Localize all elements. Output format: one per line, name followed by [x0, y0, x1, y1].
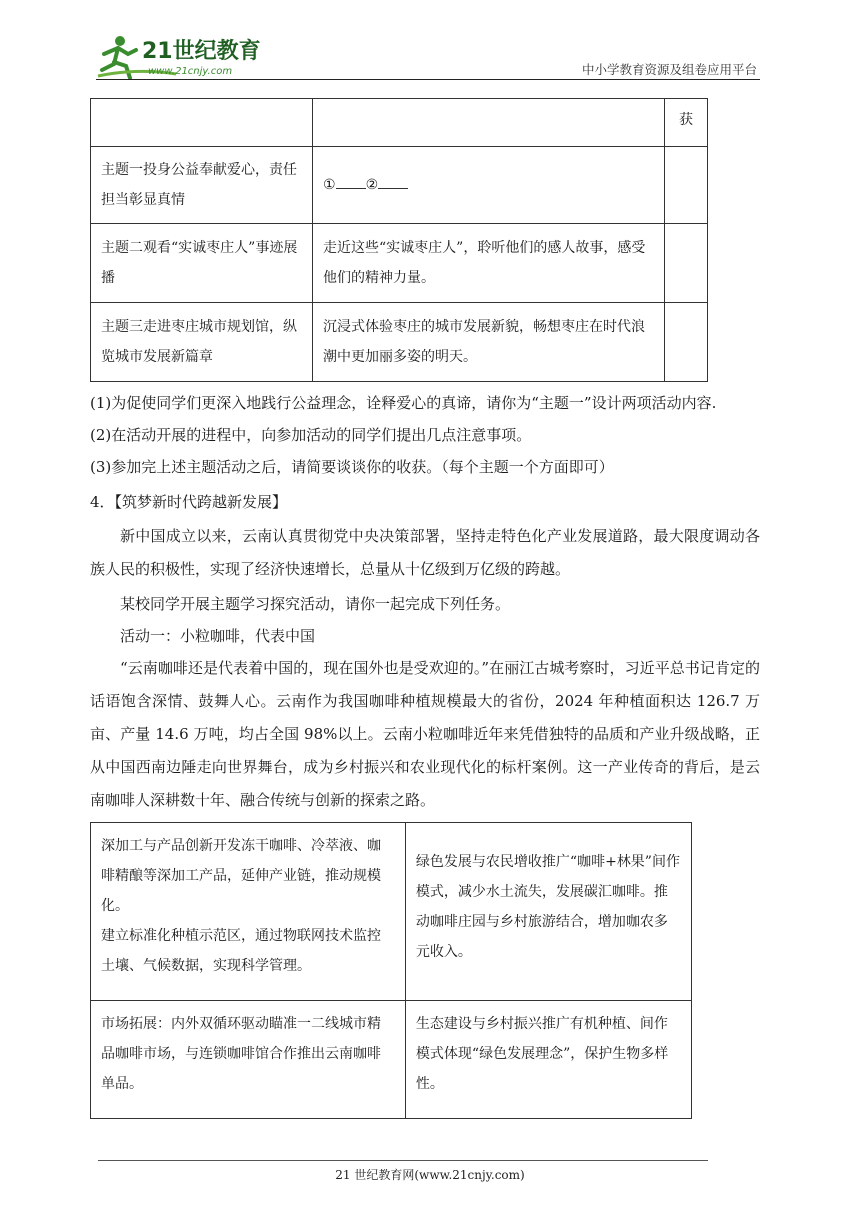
coffee-paragraph: “云南咖啡还是代表着中国的，现在国外也是受欢迎的。”在丽江古城考察时，习近平总书记肯定的话语饱含深情、鼓舞人心。云南作为我国咖啡种植规模最大的省份，2024 年种植面积达 126.7 万亩、产量 14.6 万吨，均占全国 98%以上。云南小粒咖啡近年来凭借独特的品质和产业升级战略，正从中国西南边陲走向世界舞台，成为乡村振兴和农业现代化的标杆案例。这一产业传奇的背后，是云南咖啡人深耕数十年、融合传统与创新的探索之路。	[90, 659, 760, 809]
task-paragraph: 某校同学开展主题学习探究活动，请你一起完成下列任务。	[120, 595, 511, 613]
theme-two-content: 走近这些“实诚枣庄人”，聆听他们的感人故事，感受他们的精神力量。	[313, 224, 665, 303]
site-logo	[96, 32, 261, 82]
activity-title: 活动一：小粒咖啡，代表中国	[120, 627, 316, 645]
table-cell	[665, 303, 708, 382]
blank-marker-1: ①	[323, 177, 336, 193]
ecology-cell: 生态建设与乡村振兴推广有机种植、间作模式体现“绿色发展理念”，保护生物多样性。	[405, 1001, 691, 1119]
footer-text: 21 世纪教育网(www.21cnjy.com)	[335, 1168, 525, 1182]
table-row	[91, 99, 708, 147]
answer-blank-1[interactable]	[336, 172, 366, 189]
svg-text:www.21cnjy.com: www.21cnjy.com	[148, 66, 233, 77]
table-cell	[313, 99, 665, 147]
question-2: (2)在活动开展的进程中，向参加活动的同学们提出几点注意事项。	[90, 426, 532, 444]
table-row	[91, 823, 692, 1001]
theme-three-content: 沉浸式体验枣庄的城市发展新貌，畅想枣庄在时代浪潮中更加丽多姿的明天。	[313, 303, 665, 382]
table-row	[91, 303, 708, 382]
answer-blank-cell	[313, 147, 665, 224]
svg-text:21世纪教育: 21世纪教育	[142, 39, 261, 64]
table-cell	[91, 99, 313, 147]
green-development-cell: 绿色发展与农民增收推广“咖啡+林果”间作模式，减少水土流失，发展碳汇咖啡。推动咖啡庄园与乡村旅游结合，增加咖农多元收入。	[405, 823, 691, 1001]
theme-three-cell: 主题三走进枣庄城市规划馆，纵览城市发展新篇章	[91, 303, 313, 382]
footer-divider	[98, 1160, 708, 1161]
table-row	[91, 1001, 692, 1119]
table-cell: 获	[665, 99, 708, 147]
table-row	[91, 147, 708, 224]
table-row	[91, 224, 708, 303]
question-3: (3)参加完上述主题活动之后，请简要谈谈你的收获。（每个主题一个方面即可）	[90, 458, 614, 476]
table-cell	[665, 224, 708, 303]
intro-paragraph: 新中国成立以来，云南认真贯彻党中央决策部署，坚持走特色化产业发展道路，最大限度调动各族人民的积极性，实现了经济快速增长，总量从十亿级到万亿级的跨越。	[90, 527, 760, 578]
theme-one-cell: 主题一投身公益奉献爱心，责任担当彰显真情	[91, 147, 313, 224]
header-tagline: 中小学教育资源及组卷应用平台	[581, 62, 757, 77]
coffee-industry-table	[90, 822, 692, 1119]
answer-blank-2[interactable]	[378, 172, 408, 189]
blank-marker-2: ②	[365, 177, 379, 193]
question-1: (1)为促使同学们更深入地践行公益理念，诠释爱心的真谛，请你为“主题一”设计两项活动内容.	[90, 394, 717, 412]
deep-processing-cell: 深加工与产品创新开发冻干咖啡、冷萃液、咖啡精酿等深加工产品，延伸产业链，推动规模化。 建立标准化种植示范区，通过物联网技术监控土壤、气候数据，实现科学管理。	[91, 823, 406, 1001]
header-divider	[96, 79, 760, 80]
section-heading: 4．【筑梦新时代跨越新发展】	[90, 493, 288, 511]
theme-activity-table	[90, 98, 708, 382]
table-cell	[665, 147, 708, 224]
market-expansion-cell: 市场拓展：内外双循环驱动瞄准一二线城市精品咖啡市场，与连锁咖啡馆合作推出云南咖啡单品。	[91, 1001, 406, 1119]
theme-two-cell: 主题二观看“实诚枣庄人”事迹展播	[91, 224, 313, 303]
